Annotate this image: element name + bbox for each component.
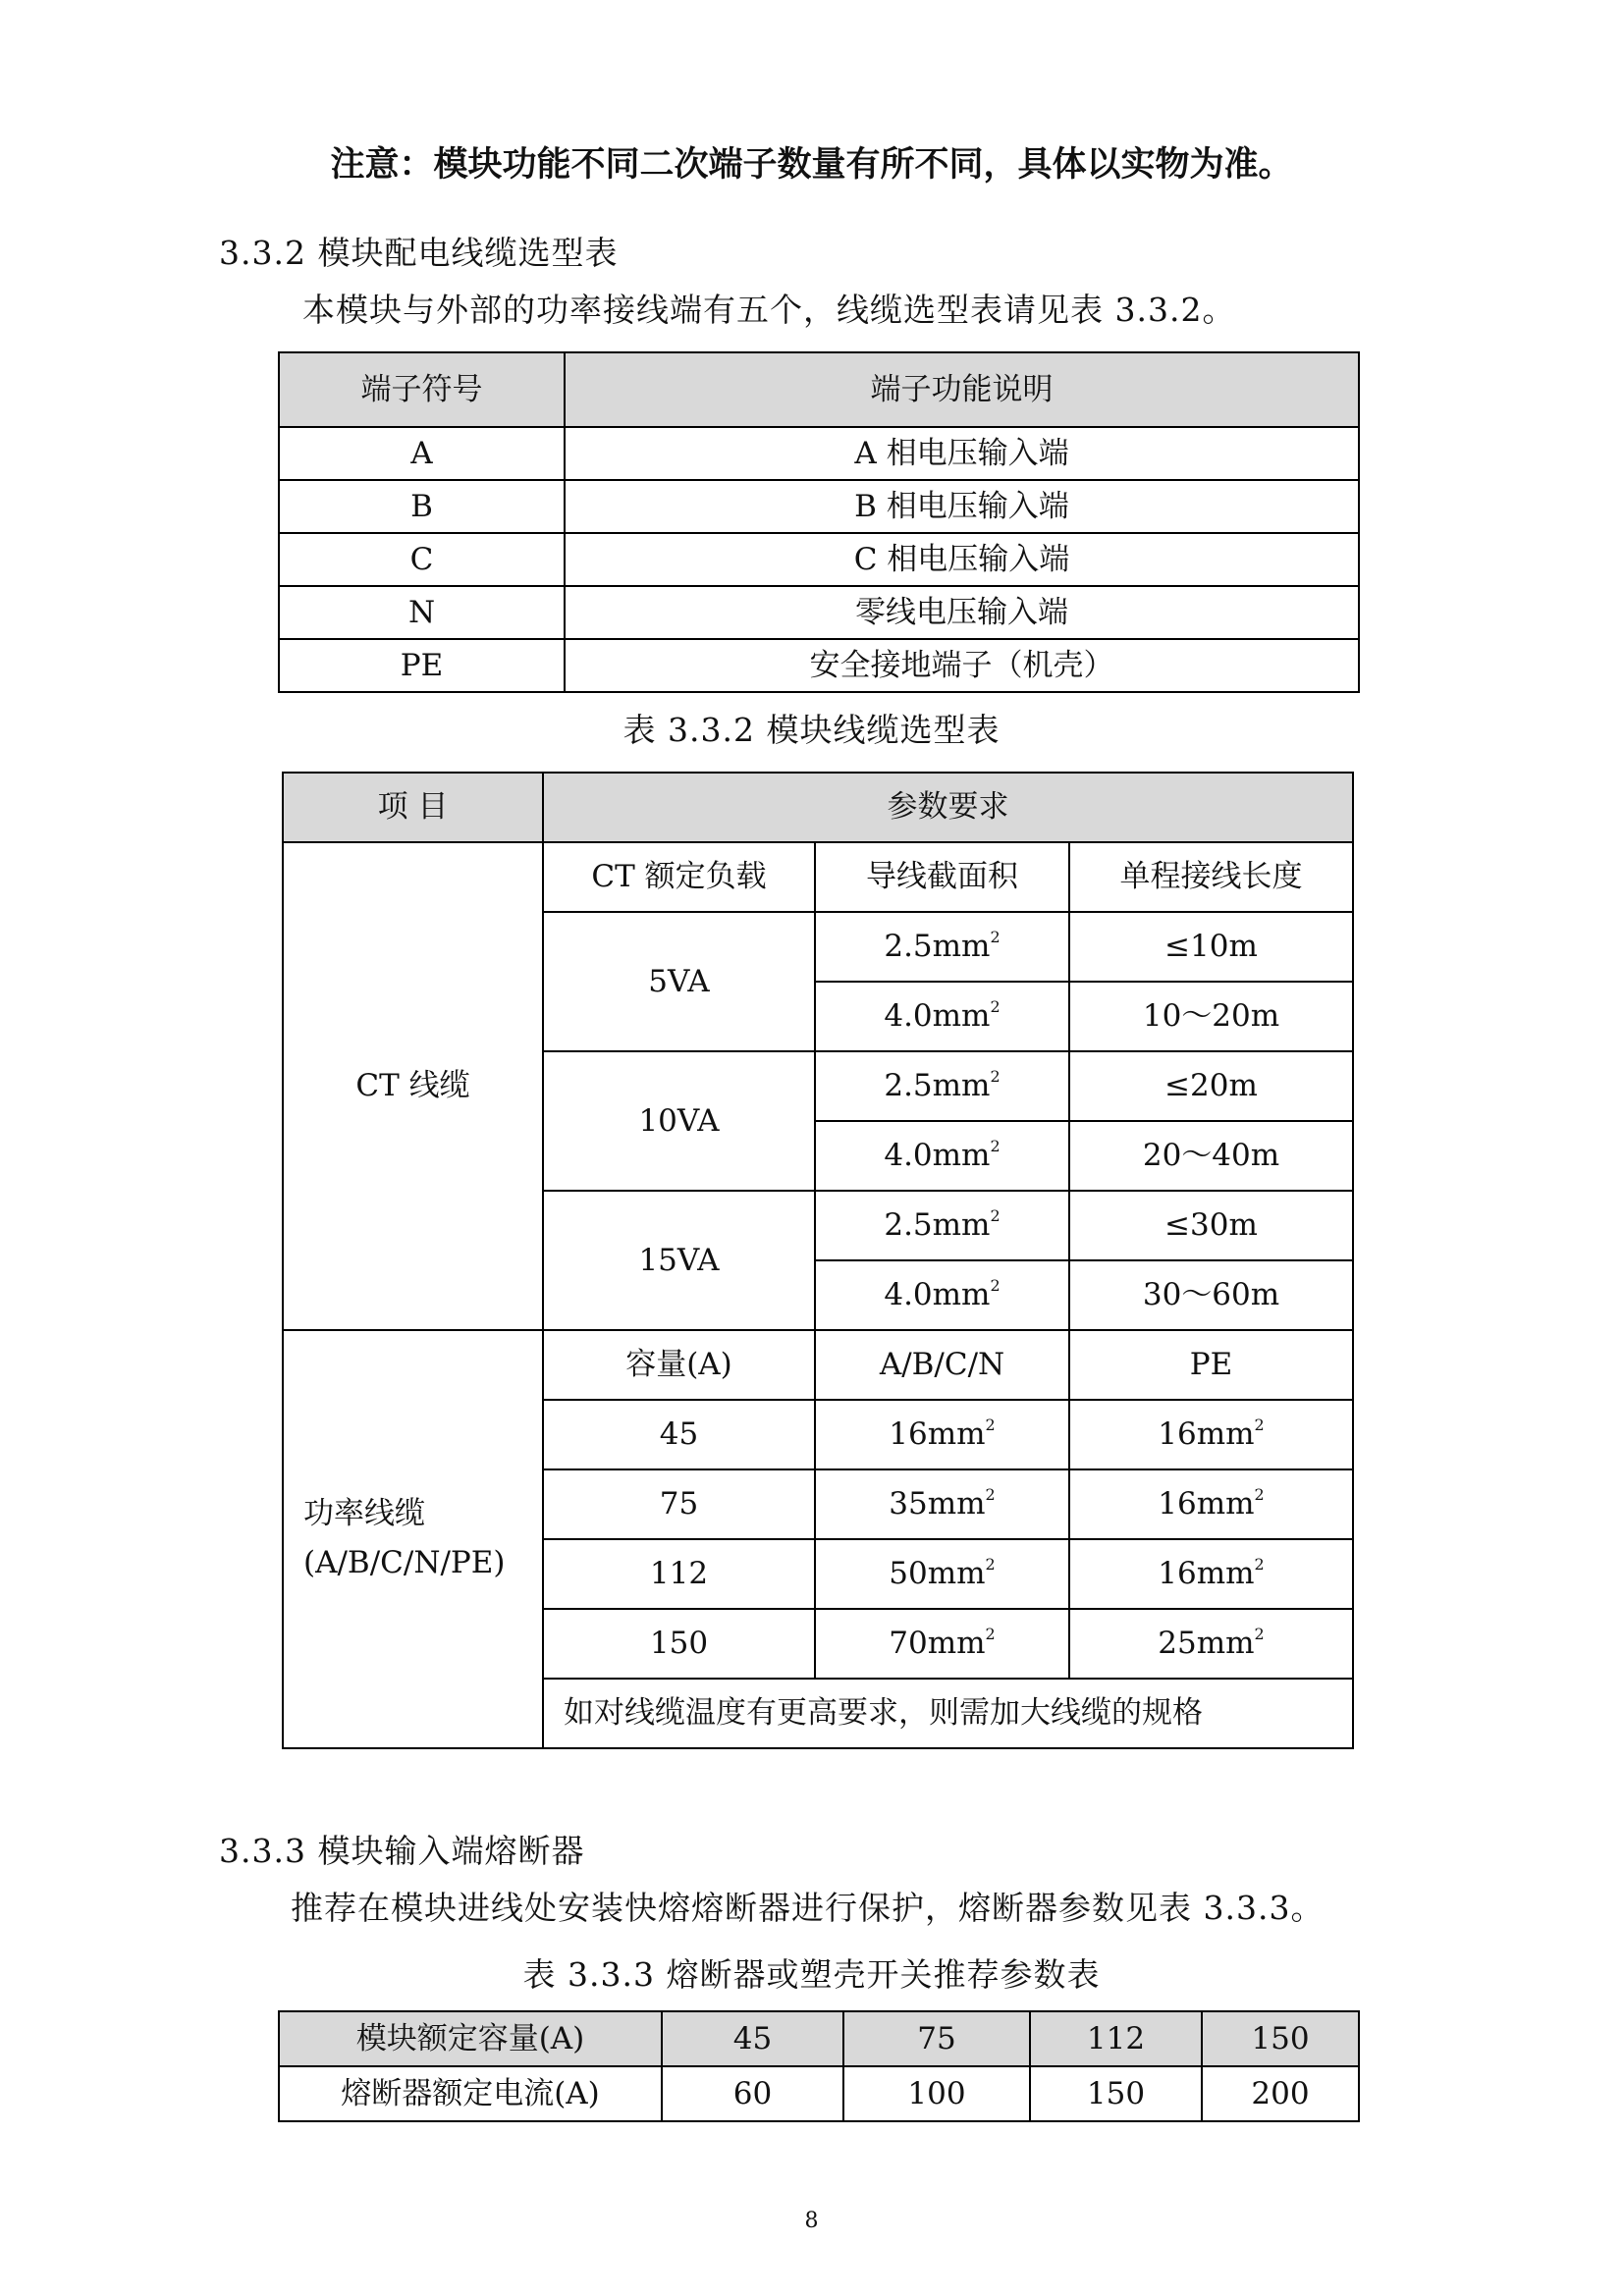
table-cell: 10～20m — [1069, 982, 1353, 1051]
ct-load: 10VA — [543, 1051, 815, 1191]
table2-caption: 表 3.3.2 模块线缆选型表 — [622, 711, 1001, 749]
ct-load: 5VA — [543, 912, 815, 1051]
section-heading-333: 3.3.3 模块输入端熔断器 — [219, 1832, 585, 1870]
section-intro-333: 推荐在模块进线处安装快熔熔断器进行保护，熔断器参数见表 3.3.3。 — [291, 1889, 1325, 1927]
table-cell: $70mm^2$ — [815, 1609, 1069, 1679]
power-cable-label: 功率线缆 (A/B/C/N/PE) — [283, 1330, 543, 1748]
table-cell: N — [279, 586, 565, 639]
table-header: 45 — [662, 2011, 843, 2066]
table-cell: ≤10m — [1069, 912, 1353, 982]
table-cell: C — [279, 533, 565, 586]
table-header: 112 — [1030, 2011, 1202, 2066]
table-cell: 150 — [1030, 2066, 1202, 2121]
ct-load: 15VA — [543, 1191, 815, 1330]
table3-caption: 表 3.3.3 熔断器或塑壳开关推荐参数表 — [522, 1955, 1101, 1994]
table-subheader: 容量(A) — [543, 1330, 815, 1400]
table-header: 75 — [843, 2011, 1030, 2066]
table-subheader: PE — [1069, 1330, 1353, 1400]
table-cell: 60 — [662, 2066, 843, 2121]
cable-selection-table — [282, 772, 1354, 1749]
table-cell: $2.5mm^2$ — [815, 1191, 1069, 1260]
table-cell: $16mm^2$ — [1069, 1400, 1353, 1469]
table-cell: ≤30m — [1069, 1191, 1353, 1260]
table-header: 模块额定容量(A) — [279, 2011, 662, 2066]
table-cell: $4.0mm^2$ — [815, 1260, 1069, 1330]
table-cell: 75 — [543, 1469, 815, 1539]
section-intro-332: 本模块与外部的功率接线端有五个，线缆选型表请见表 3.3.2。 — [302, 291, 1236, 329]
section-heading-332: 3.3.2 模块配电线缆选型表 — [219, 234, 619, 272]
table-cell: A — [279, 427, 565, 480]
table-cell: B 相电压输入端 — [565, 480, 1359, 533]
table-cell: 零线电压输入端 — [565, 586, 1359, 639]
table-cell: C 相电压输入端 — [565, 533, 1359, 586]
table-header: 端子功能说明 — [565, 352, 1359, 427]
table-cell: 150 — [543, 1609, 815, 1679]
table-cell: 100 — [843, 2066, 1030, 2121]
table-cell: $50mm^2$ — [815, 1539, 1069, 1609]
power-cable-note: 如对线缆温度有更高要求，则需加大线缆的规格 — [543, 1679, 1353, 1748]
table-cell: $16mm^2$ — [1069, 1539, 1353, 1609]
table-cell: 熔断器额定电流(A) — [279, 2066, 662, 2121]
table-cell: PE — [279, 639, 565, 692]
table-cell: 200 — [1202, 2066, 1359, 2121]
ct-cable-label: CT 线缆 — [283, 842, 543, 1330]
table-subheader: 导线截面积 — [815, 842, 1069, 912]
note-text: 注意：模块功能不同二次端子数量有所不同，具体以实物为准。 — [330, 145, 1293, 185]
table-subheader: 单程接线长度 — [1069, 842, 1353, 912]
table-cell: B — [279, 480, 565, 533]
page-number: 8 — [804, 2209, 819, 2233]
table-cell: $16mm^2$ — [815, 1400, 1069, 1469]
table-cell: $4.0mm^2$ — [815, 982, 1069, 1051]
table-cell: $25mm^2$ — [1069, 1609, 1353, 1679]
table-header: 项 目 — [283, 773, 543, 842]
table-cell: $2.5mm^2$ — [815, 912, 1069, 982]
table-header: 150 — [1202, 2011, 1359, 2066]
table-cell: 安全接地端子（机壳） — [565, 639, 1359, 692]
table-cell: $4.0mm^2$ — [815, 1121, 1069, 1191]
table-cell: $2.5mm^2$ — [815, 1051, 1069, 1121]
fuse-table — [278, 2010, 1360, 2122]
table-header: 端子符号 — [279, 352, 565, 427]
table-cell: $35mm^2$ — [815, 1469, 1069, 1539]
table-cell: 20～40m — [1069, 1121, 1353, 1191]
table-cell: 30～60m — [1069, 1260, 1353, 1330]
table-cell: A 相电压输入端 — [565, 427, 1359, 480]
terminal-table — [278, 351, 1360, 693]
table-cell: $16mm^2$ — [1069, 1469, 1353, 1539]
table-cell: 112 — [543, 1539, 815, 1609]
table-cell: ≤20m — [1069, 1051, 1353, 1121]
table-header: 参数要求 — [543, 773, 1353, 842]
table-subheader: A/B/C/N — [815, 1330, 1069, 1400]
table-subheader: CT 额定负载 — [543, 842, 815, 912]
table-cell: 45 — [543, 1400, 815, 1469]
